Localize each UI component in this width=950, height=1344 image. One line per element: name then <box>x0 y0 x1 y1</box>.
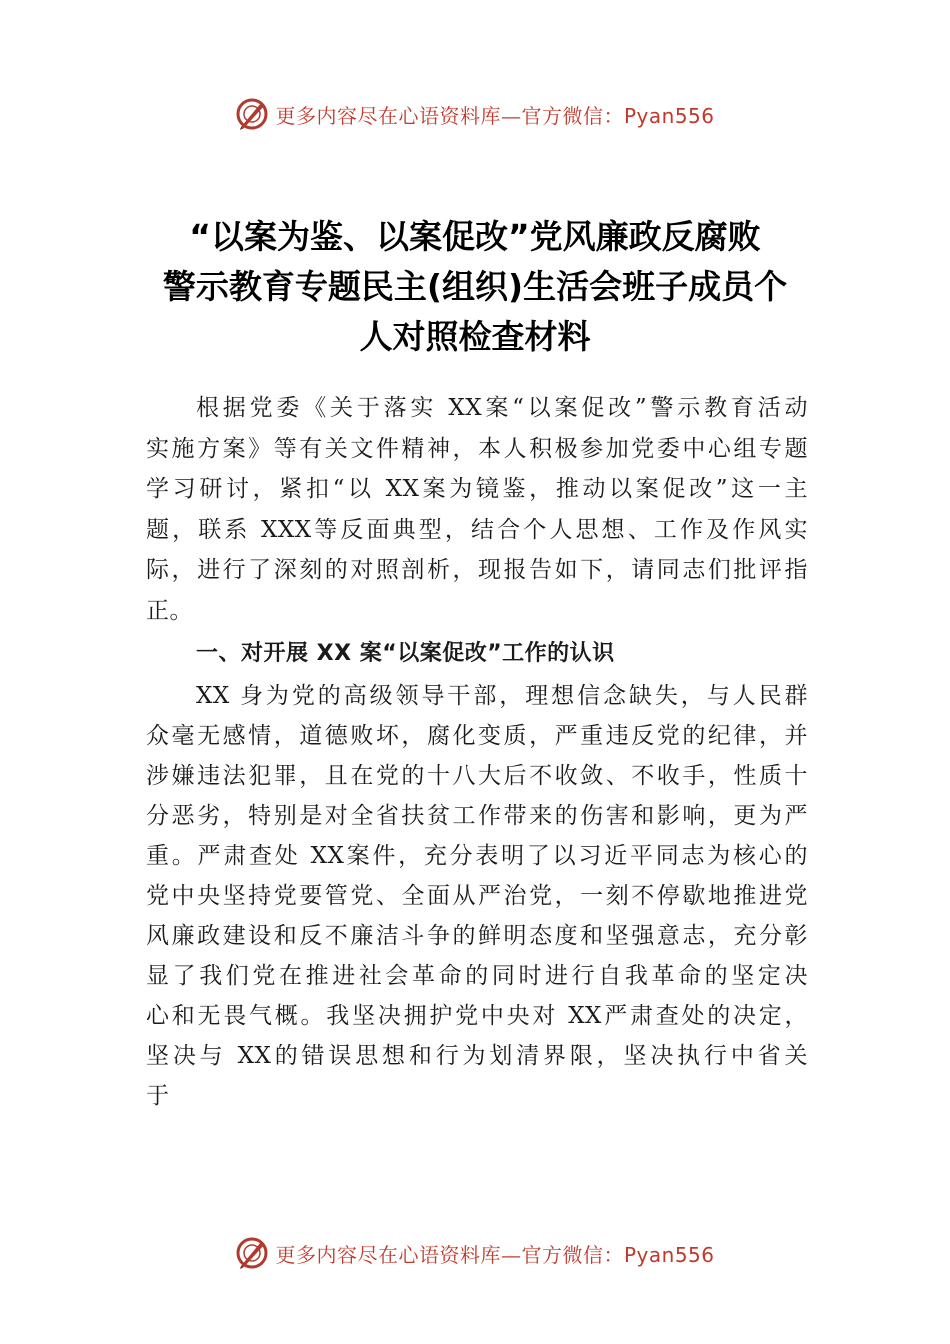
paragraph-line: 正。 <box>146 597 193 624</box>
footer-banner <box>0 1233 950 1273</box>
header-banner <box>0 94 950 134</box>
paragraph-line: 于 <box>146 1082 170 1109</box>
paragraph-line: 涉嫌违法犯罪，且在党的十八大后不收敛、不收手，性质十 <box>146 762 808 789</box>
title-line: 人对照检查材料 <box>359 317 591 356</box>
document-body <box>146 388 808 1116</box>
paragraph-line: 众毫无感情，道德败坏，腐化变质，严重违反党的纪律，并 <box>146 722 808 749</box>
section-heading: 一、对开展 XX 案“以案促改”工作的认识 <box>196 640 615 666</box>
paragraph-line: 心和无畏气概。我坚决拥护党中央对 XX严肃查处的决定， <box>146 1002 808 1029</box>
paragraph-line: 党中央坚持党要管党、全面从严治党，一刻不停歇地推进党 <box>146 882 808 909</box>
paragraph-line: 实施方案》等有关文件精神，本人积极参加党委中心组专题 <box>146 435 808 462</box>
paragraph-line: 重。严肃查处 XX案件，充分表明了以习近平同志为核心的 <box>146 842 808 869</box>
title-line: “以案为鉴、以案促改”党风廉政反腐败 <box>189 217 761 256</box>
paragraph-line: 坚决与 XX的错误思想和行为划清界限，坚决执行中省关 <box>146 1042 808 1069</box>
banner-site-label: 更多内容尽在心语资料库—官方微信： <box>275 103 624 128</box>
banner-site-label: 更多内容尽在心语资料库—官方微信： <box>275 1242 624 1267</box>
title-line: 警示教育专题民主(组织)生活会班子成员个 <box>162 267 788 306</box>
paragraph-line: 显了我们党在推进社会革命的同时进行自我革命的坚定决 <box>146 962 808 989</box>
paragraph-line: XX 身为党的高级领导干部，理想信念缺失，与人民群 <box>196 682 808 709</box>
intro-paragraph <box>146 388 808 632</box>
paragraph-line: 风廉政建设和反不廉洁斗争的鲜明态度和坚强意志，充分彰 <box>146 922 808 949</box>
banner-text <box>275 100 714 129</box>
paragraph-line: 题，联系 XXX等反面典型，结合个人思想、工作及作风实 <box>146 516 808 543</box>
pen-circle-logo-icon <box>235 1236 269 1270</box>
banner-wechat-id: Pyan556 <box>623 103 715 128</box>
paragraph-line: 根据党委《关于落实 XX案“以案促改”警示教育活动 <box>196 395 808 421</box>
banner-wechat-id: Pyan556 <box>623 1242 715 1267</box>
document-title <box>110 212 840 362</box>
paragraph-line: 分恶劣，特别是对全省扶贫工作带来的伤害和影响，更为严 <box>146 802 808 829</box>
paragraph-line: 学习研讨，紧扣“以 XX案为镜鉴，推动以案促改”这一主 <box>146 476 808 503</box>
pen-circle-logo-icon <box>235 97 269 131</box>
paragraph-line: 际，进行了深刻的对照剖析，现报告如下，请同志们批评指 <box>146 557 808 584</box>
banner-text <box>275 1239 714 1268</box>
section-paragraph <box>146 676 808 1116</box>
